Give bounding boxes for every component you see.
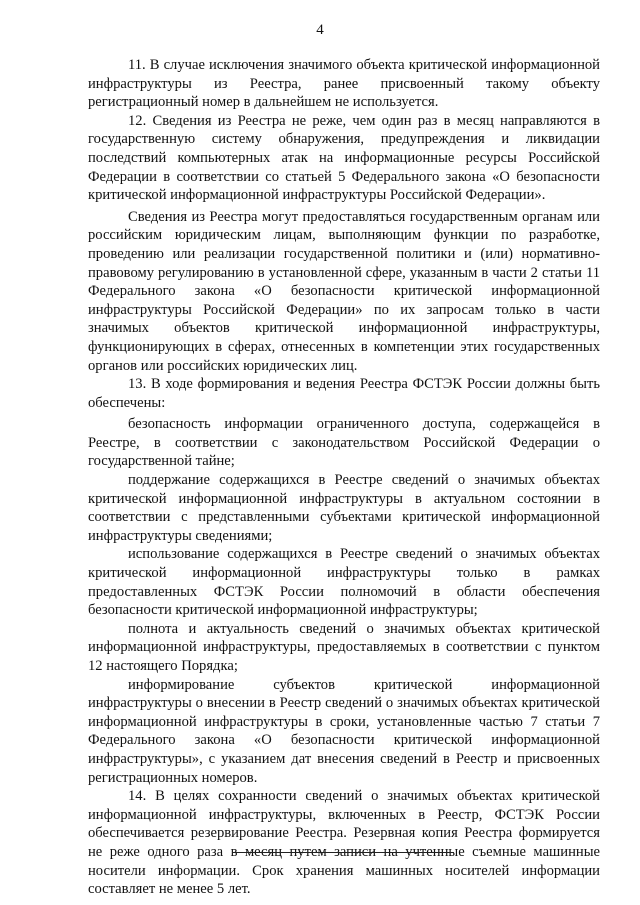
list-item-confidentiality: безопасность информации ограниченного доступа, содержащейся в Реестре, в соответствии с законодательством Российской Федерации о государственной тайне; <box>88 416 600 470</box>
list-item-informing: информирование субъектов критической информационной инфраструктуры о внесении в Реестр сведений о значимых объектах критической информационной инфраструктуры в сроки, установленные частью 7 статьи 7 Федерального закона «О безопасности критической информационной инфраструктуры», с указанием дат внесения сведений в Реестр и присвоенных регистрационных номеров. <box>88 676 600 786</box>
document-body <box>88 56 600 899</box>
list-item-usage: использование содержащихся в Реестре сведений о значимых объектах критической информационной инфраструктуры только в рамках предоставленных ФСТЭК России полномочий в области обеспечения безопасности критической информационной инфраструктуры; <box>88 546 600 619</box>
list-item-maintenance: поддержание содержащихся в Реестре сведений о значимых объектах критической информационной инфраструктуры в актуальном состоянии в соответствии с представленными субъектами критической информационной инфраструктуры сведениями; <box>88 472 600 544</box>
end-divider <box>232 852 454 853</box>
paragraph-11: 11. В случае исключения значимого объекта критической информационной инфраструктуры из Реестра, ранее присвоенный такому объекту регистрационный номер в дальнейшем не используется. <box>88 57 600 111</box>
list-item-completeness: полнота и актуальность сведений о значимых объектах критической информационной инфраструктуры, предоставляемых в соответствии с пунктом 12 настоящего Порядка; <box>88 620 600 674</box>
paragraph-12-continuation: Сведения из Реестра могут предоставляться государственным органам или российским юридическим лицам, выполняющим функции по разработке, проведению или реализации государственной политики и (или) нормативно-правовому регулированию в установленной сфере, указанным в части 2 статьи 11 Федерального закона «О безопасности критической информационной инфраструктуры Российской Федерации» по их запросам только в части значимых объектов критической информационной инфраструктуры, функционирующих в сферах, отнесенных в компетенции этих государственных органов или российских юридических лиц. <box>88 208 600 374</box>
paragraph-13: 13. В ходе формирования и ведения Реестра ФСТЭК России должны быть обеспечены: <box>88 376 600 411</box>
paragraph-12: 12. Сведения из Реестра не реже, чем один раз в месяц направляются в государственную систему обнаружения, предупреждения и ликвидации последствий компьютерных атак на информационные ресурсы Российской Федерации в соответствии со статьей 5 Федерального закона «О безопасности критической информационной инфраструктуры Российской Федерации». <box>88 112 600 204</box>
page-number: 4 <box>316 22 324 38</box>
paragraph-14: 14. В целях сохранности сведений о значимых объектах критической информационной инфраструктуры, включенных в Реестр, ФСТЭК России обеспечивается резервирование Реестра. Резервная копия Реестра формируется не реже одного раза в месяц путем записи на учтенные съемные машинные носители информации. Срок хранения машинных носителей информации составляет не менее 5 лет. <box>88 788 600 898</box>
